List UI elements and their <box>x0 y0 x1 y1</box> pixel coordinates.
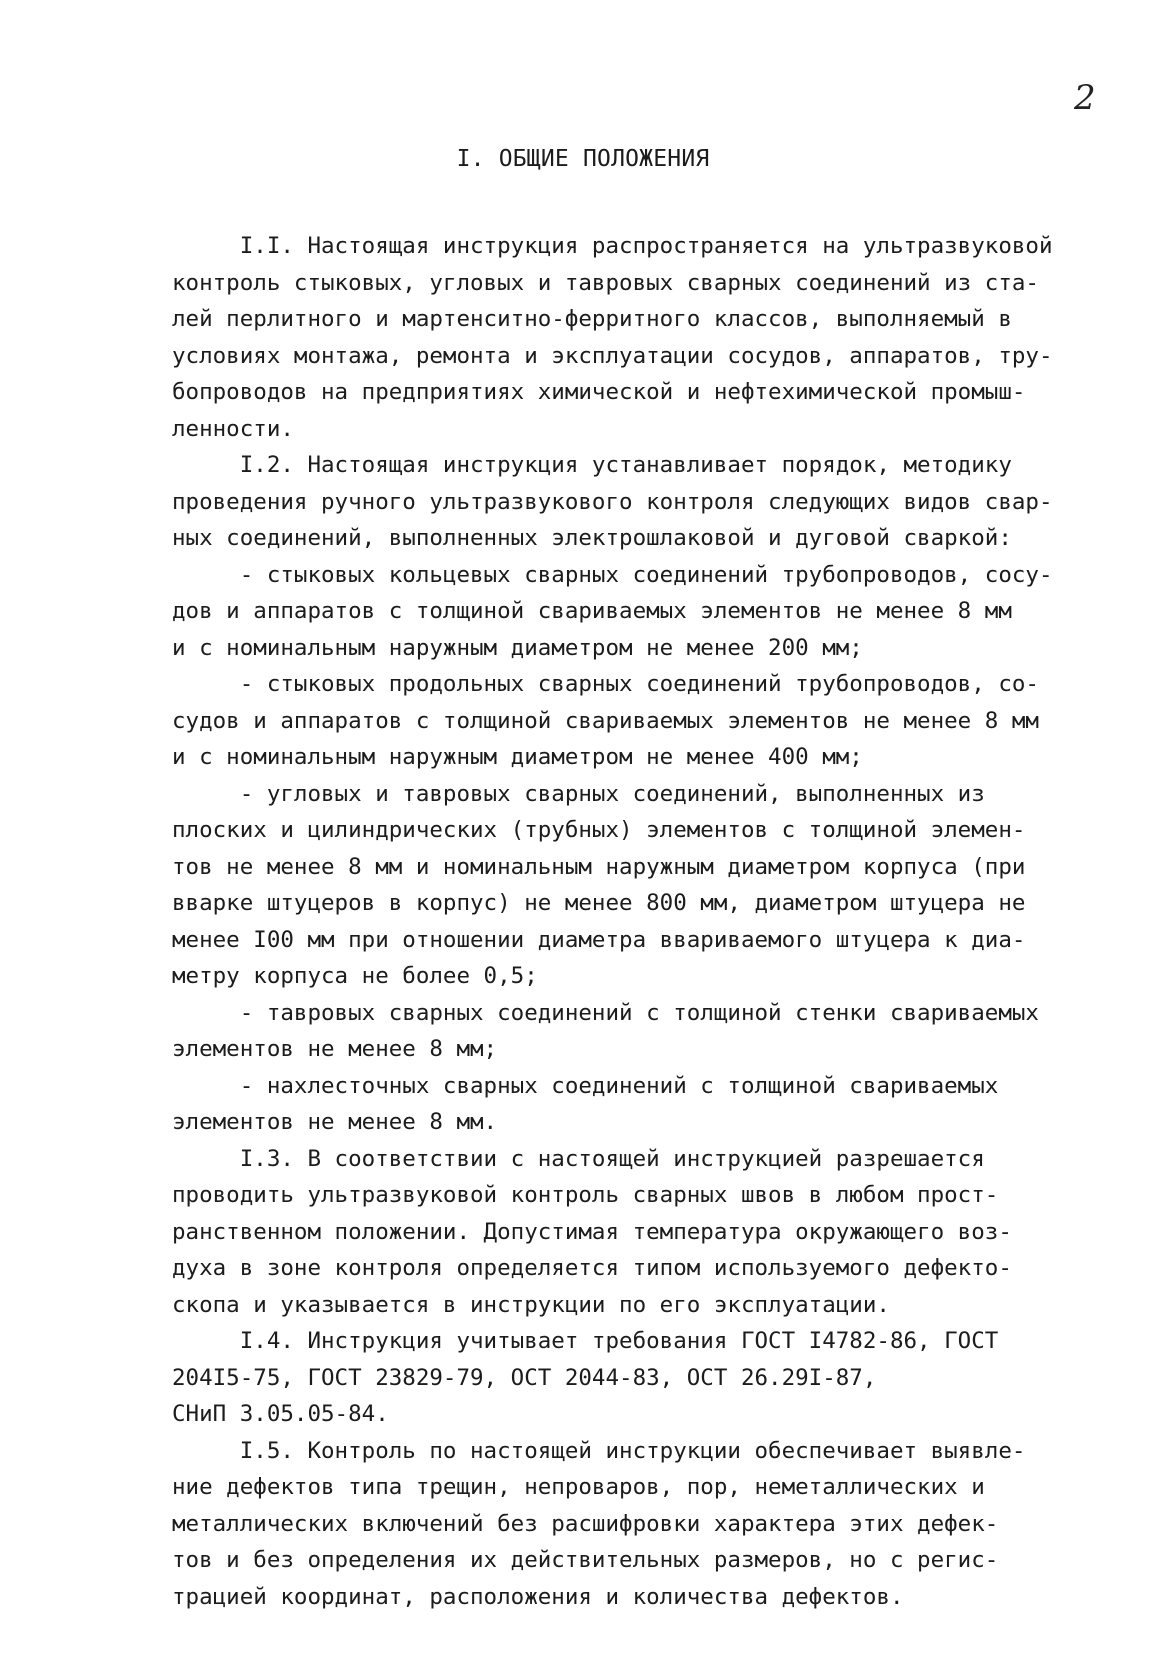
text-line: контроль стыковых, угловых и тавровых сварных соединений из ста- <box>172 269 1039 296</box>
text-line: ных соединений, выполненных электрошлаковой и дуговой сваркой: <box>172 525 1012 551</box>
text-line: I.5. Контроль по настоящей инструкции обеспечивает выявле- <box>172 1437 1026 1464</box>
text-line: дов и аппаратов с толщиной свариваемых элементов не менее 8 мм <box>172 598 1012 624</box>
text-line: тов и без определения их действительных размеров, но с регис- <box>172 1547 999 1573</box>
text-line: I.I. Настоящая инструкция распространяется на ультразвуковой <box>172 233 1053 259</box>
text-line: проводить ультразвуковой контроль сварных швов в любом прост- <box>172 1182 999 1208</box>
text-line: элементов не менее 8 мм; <box>172 1036 498 1062</box>
text-line: - стыковых кольцевых сварных соединений трубопроводов, сосу- <box>172 561 1053 588</box>
text-line: проведения ручного ультразвукового контроля следующих видов свар- <box>172 488 1053 515</box>
text-line: элементов не менее 8 мм. <box>172 1109 498 1135</box>
text-line: СНиП 3.05.05-84. <box>172 1401 389 1427</box>
text-line: - нахлесточных сварных соединений с толщиной свариваемых <box>172 1072 999 1099</box>
text-line: и с номинальным наружным диаметром не менее 400 мм; <box>172 744 863 770</box>
text-line: духа в зоне контроля определяется типом используемого дефекто- <box>172 1255 1012 1281</box>
body-text <box>172 228 1102 1615</box>
text-line: бопроводов на предприятиях химической и нефтехимической промыш- <box>172 379 1026 405</box>
text-line: метру корпуса не более 0,5; <box>172 963 538 989</box>
text-line: и с номинальным наружным диаметром не менее 200 мм; <box>172 634 863 661</box>
text-line: вварке штуцеров в корпус) не менее 800 мм, диаметром штуцера не <box>172 890 1026 916</box>
text-line: - тавровых сварных соединений с толщиной стенки свариваемых <box>172 999 1039 1026</box>
text-line: лей перлитного и мартенситно-ферритного классов, выполняемый в <box>172 306 1012 332</box>
text-line: 204I5-75, ГОСТ 23829-79, ОСТ 2044-83, ОСТ 26.29I-87, <box>172 1364 877 1391</box>
text-line: I.4. Инструкция учитывает требования ГОСТ I4782-86, ГОСТ <box>172 1328 999 1354</box>
text-line: I.3. В соответствии с настоящей инструкцией разрешается <box>172 1145 985 1172</box>
text-line: трацией координат, расположения и количества дефектов. <box>172 1583 904 1610</box>
text-line: ленности. <box>172 415 294 442</box>
page-number: 2 <box>1074 78 1096 118</box>
text-line: судов и аппаратов с толщиной свариваемых элементов не менее 8 мм <box>172 707 1039 734</box>
text-line: тов не менее 8 мм и номинальным наружным диаметром корпуса (при <box>172 853 1026 880</box>
text-line: ранственном положении. Допустимая температура окружающего воз- <box>172 1218 1012 1245</box>
text-line: плоских и цилиндрических (трубных) элементов с толщиной элемен- <box>172 817 1026 843</box>
text-line: скопа и указывается в инструкции по его эксплуатации. <box>172 1291 890 1318</box>
section-title: I. ОБЩИЕ ПОЛОЖЕНИЯ <box>456 146 710 172</box>
text-line: I.2. Настоящая инструкция устанавливает порядок, методику <box>172 452 1012 478</box>
text-line: ние дефектов типа трещин, непроваров, пор, неметаллических и <box>172 1474 985 1500</box>
text-line: - стыковых продольных сварных соединений трубопроводов, со- <box>172 671 1039 697</box>
text-line: условиях монтажа, ремонта и эксплуатации сосудов, аппаратов, тру- <box>172 342 1053 369</box>
text-line: металлических включений без расшифровки характера этих дефек- <box>172 1510 999 1537</box>
text-line: менее I00 мм при отношении диаметра ввариваемого штуцера к диа- <box>172 926 1026 953</box>
text-line: - угловых и тавровых сварных соединений, выполненных из <box>172 780 985 807</box>
